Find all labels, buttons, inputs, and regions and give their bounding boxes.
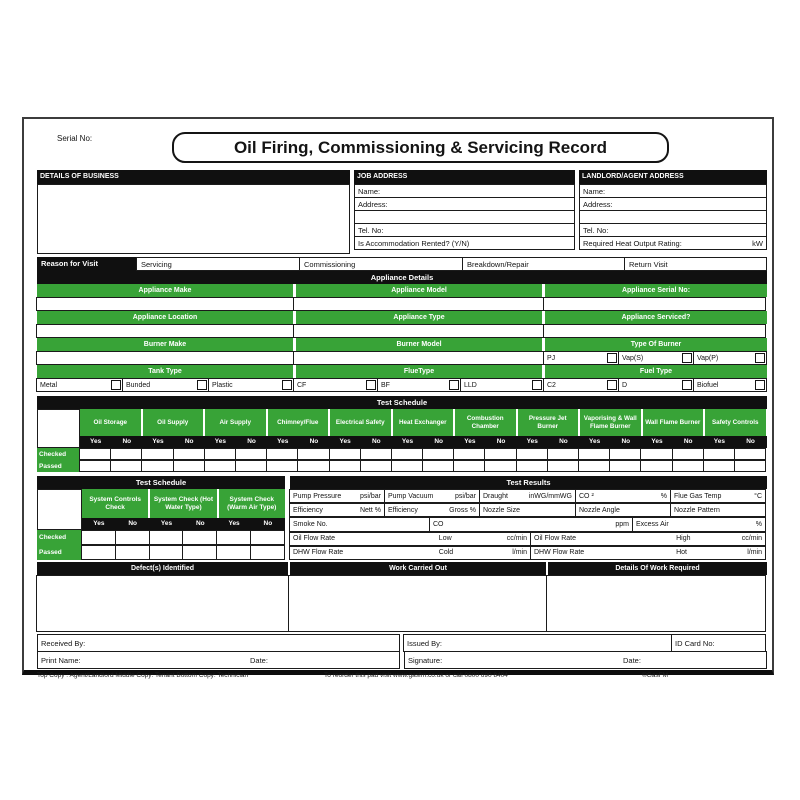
received-by-label: Received By:	[41, 638, 86, 648]
landlord-header: LANDLORD/AGENT ADDRESS	[579, 170, 767, 184]
reason-label: Reason for Visit	[37, 257, 137, 271]
oil-flow-label: Oil Flow Rate	[534, 535, 577, 543]
appliance-location-field[interactable]	[36, 324, 294, 338]
landlord-address-field[interactable]: Address:	[579, 197, 767, 211]
heat-output-unit: kW	[752, 238, 763, 248]
no-label: No	[434, 438, 443, 445]
plastic-label: Plastic	[212, 381, 233, 389]
ts1-cell[interactable]	[329, 448, 361, 460]
ts1-corner-cell	[37, 409, 80, 448]
work-required-header: Details Of Work Required	[548, 562, 767, 575]
ts1-cell[interactable]	[79, 460, 111, 472]
flue-cf[interactable]	[293, 378, 378, 392]
excess-air-label: Excess Air	[636, 520, 669, 528]
draught-label: Draught	[483, 492, 508, 500]
ts2-cell[interactable]	[81, 530, 116, 545]
ts1-cell[interactable]	[110, 448, 142, 460]
appliance-row1-fields	[37, 297, 767, 311]
unit-label: inWG/mmWG	[528, 492, 572, 500]
burner-model-field[interactable]	[293, 351, 544, 365]
ts2-column-headers	[82, 489, 285, 518]
col-air-supply: Air Supply	[205, 409, 266, 436]
ts1-cell[interactable]	[578, 448, 610, 460]
unit-label: Gross %	[449, 506, 476, 514]
yes-label: Yes	[160, 520, 173, 527]
yes-label: Yes	[93, 520, 105, 527]
nozzle-angle-field[interactable]	[575, 503, 671, 517]
dhw-flow-label: DHW Flow Rate	[534, 549, 585, 557]
received-block	[37, 634, 400, 669]
yes-label: Yes	[651, 438, 663, 445]
d-checkbox[interactable]	[682, 380, 692, 390]
landlord-column	[579, 184, 767, 254]
ts1-yesno-row	[80, 436, 767, 448]
bf-label: BF	[381, 381, 390, 389]
work-boxes	[37, 575, 767, 632]
metal-checkbox[interactable]	[111, 380, 121, 390]
appliance-details-header: Appliance Details	[37, 271, 767, 284]
col-pressure-jet: Pressure Jet Burner	[518, 409, 579, 436]
ts1-cell[interactable]	[360, 460, 392, 472]
ts2-corner-cell	[37, 489, 82, 530]
appliance-row2-headers	[37, 311, 767, 324]
flue-gas-temp-field[interactable]	[670, 489, 766, 503]
ts2-cell[interactable]	[250, 545, 285, 560]
ts1-cell[interactable]	[547, 448, 579, 460]
appliance-serial-header: Appliance Serial No:	[545, 284, 767, 297]
passed-label: Passed	[37, 545, 82, 560]
work-carried-header: Work Carried Out	[290, 562, 546, 575]
passed-label: Passed	[37, 460, 80, 472]
results-row-5	[290, 546, 767, 560]
oil-flow-label: Oil Flow Rate	[293, 535, 336, 543]
appliance-make-field[interactable]	[36, 297, 294, 311]
ts1-cell[interactable]	[547, 460, 579, 472]
ts1-cell[interactable]	[204, 448, 236, 460]
pump-vacuum-label: Pump Vacuum	[388, 492, 434, 500]
appliance-model-field[interactable]	[293, 297, 544, 311]
d-label: D	[622, 381, 628, 389]
id-card-label: ID Card No:	[675, 638, 715, 648]
ts2-cell[interactable]	[216, 530, 251, 545]
ts1-cell[interactable]	[609, 460, 641, 472]
issued-by-label: Issued By:	[407, 638, 443, 648]
defects-header: Defect(s) Identified	[37, 562, 288, 575]
appliance-make-header: Appliance Make	[37, 284, 293, 297]
yes-label: Yes	[89, 438, 102, 445]
lld-label: LLD	[464, 381, 477, 389]
co-field[interactable]	[429, 517, 633, 531]
landlord-name-field[interactable]: Name:	[579, 184, 767, 198]
lld-checkbox[interactable]	[532, 380, 542, 390]
ts2-cell[interactable]	[216, 545, 251, 560]
appliance-location-header: Appliance Location	[37, 311, 293, 324]
nozzle-angle-label: Nozzle Angle	[579, 506, 620, 514]
high-label: High	[676, 535, 691, 543]
ts1-cell[interactable]	[297, 448, 329, 460]
burner-option-vapp[interactable]	[693, 351, 767, 365]
pump-pressure-label: Pump Pressure	[293, 492, 342, 500]
ts1-cell[interactable]	[141, 448, 173, 460]
flue-gas-temp-label: Flue Gas Temp	[674, 492, 722, 500]
copy-distribution-note: Top Copy : Agent/Landlord Middle Copy: Tenant Bottom Copy: Technician	[37, 672, 249, 679]
bf-checkbox[interactable]	[449, 380, 459, 390]
footer	[37, 672, 767, 682]
ts1-cell[interactable]	[110, 460, 142, 472]
reason-servicing[interactable]: Servicing	[136, 257, 300, 271]
draught-field[interactable]	[479, 489, 576, 503]
metal-label: Metal	[40, 381, 58, 389]
fuel-biofuel[interactable]	[693, 378, 767, 392]
ts2-cell[interactable]	[149, 530, 184, 545]
job-address-column	[354, 184, 575, 254]
unit-label: cc/min	[741, 535, 762, 543]
ts1-cell[interactable]	[609, 448, 641, 460]
dhw-flow-cold-field[interactable]	[289, 546, 531, 560]
date-label: Date:	[250, 655, 268, 665]
results-row-1	[290, 489, 767, 503]
ts1-cell[interactable]	[734, 448, 766, 460]
print-name-field[interactable]	[37, 651, 400, 669]
burner-make-header: Burner Make	[37, 338, 293, 351]
col-wall-flame: Wall Flame Burner	[643, 409, 704, 436]
nozzle-size-field[interactable]	[479, 503, 576, 517]
appliance-serial-field[interactable]	[543, 297, 766, 311]
ts1-cell[interactable]	[422, 460, 454, 472]
col-heat-exchanger: Heat Exchanger	[393, 409, 454, 436]
efficiency-nett-field[interactable]	[289, 503, 385, 517]
col-combustion-chamber: Combustion Chamber	[455, 409, 516, 436]
ts1-cell[interactable]	[516, 460, 548, 472]
dhw-flow-label: DHW Flow Rate	[293, 549, 344, 557]
yes-label: Yes	[713, 438, 725, 445]
ts1-cell[interactable]	[640, 448, 672, 460]
signature-field[interactable]	[404, 651, 767, 669]
ts1-cell[interactable]	[79, 448, 111, 460]
unit-label: psi/bar	[359, 492, 381, 500]
col-system-hot-water: System Check (Hot Water Type)	[150, 489, 216, 518]
c2-checkbox[interactable]	[607, 380, 617, 390]
results-row-3	[290, 517, 767, 531]
burner-headers	[37, 338, 767, 351]
address-header-row	[37, 170, 767, 184]
test-schedule-header: Test Schedule	[37, 396, 767, 409]
ts2-cell[interactable]	[149, 545, 184, 560]
reason-row	[37, 257, 767, 271]
unit-label: cc/min	[506, 535, 527, 543]
ts1-cell[interactable]	[360, 448, 392, 460]
hot-label: Hot	[676, 549, 687, 557]
efficiency-label: Efficiency	[293, 506, 323, 514]
reason-breakdown[interactable]: Breakdown/Repair	[462, 257, 625, 271]
serial-no-label: Serial No:	[57, 134, 93, 143]
yes-label: Yes	[277, 438, 289, 445]
unit-label: °C	[754, 492, 762, 500]
co2-field[interactable]	[575, 489, 671, 503]
id-card-field[interactable]	[671, 634, 766, 652]
dhw-flow-hot-field[interactable]	[530, 546, 766, 560]
job-address2-field[interactable]	[354, 210, 575, 224]
heat-output-field[interactable]	[579, 236, 767, 250]
flue-type-header: FlueType	[296, 365, 542, 378]
landlord-address2-field[interactable]	[579, 210, 767, 224]
record-form	[22, 117, 774, 679]
unit-label: ppm	[615, 520, 629, 528]
ts1-cell[interactable]	[204, 460, 236, 472]
col-system-controls: System Controls Check	[82, 489, 148, 518]
cf-label: CF	[297, 381, 307, 389]
yes-label: Yes	[588, 438, 601, 445]
unit-label: psi/bar	[454, 492, 476, 500]
no-label: No	[371, 438, 381, 445]
ts1-cell[interactable]	[266, 448, 298, 460]
heat-output-label: Required Heat Output Rating:	[583, 238, 682, 248]
nozzle-pattern-field[interactable]	[670, 503, 766, 517]
tank-plastic[interactable]	[208, 378, 294, 392]
cf-checkbox[interactable]	[366, 380, 376, 390]
appliance-row2-fields	[37, 324, 767, 338]
cold-label: Cold	[438, 549, 454, 557]
fuel-type-header: Fuel Type	[545, 365, 767, 378]
yes-label: Yes	[339, 438, 351, 445]
vaps-checkbox[interactable]	[682, 353, 692, 363]
nozzle-pattern-label: Nozzle Pattern	[674, 506, 720, 514]
unit-label: Nett %	[359, 506, 381, 514]
col-oil-storage: Oil Storage	[80, 409, 141, 436]
no-label: No	[184, 438, 194, 445]
ts1-cell[interactable]	[734, 460, 766, 472]
unit-label: l/min	[747, 549, 762, 557]
business-details-box[interactable]	[37, 184, 350, 254]
col-electrical-safety: Electrical Safety	[330, 409, 391, 436]
ts1-cell[interactable]	[672, 460, 704, 472]
results-row-2	[290, 503, 767, 517]
ts1-cell[interactable]	[235, 460, 267, 472]
no-label: No	[263, 520, 273, 527]
ts1-column-headers	[80, 409, 767, 436]
no-label: No	[559, 438, 568, 445]
smoke-no-field[interactable]	[289, 517, 430, 531]
appliance-type-header: Appliance Type	[296, 311, 542, 324]
job-tel-field[interactable]: Tel. No:	[354, 223, 575, 237]
flue-bf[interactable]	[377, 378, 461, 392]
work-carried-box[interactable]	[288, 575, 547, 632]
burner-fields	[37, 351, 767, 365]
c2-label: C2	[547, 381, 556, 389]
reason-return-visit[interactable]: Return Visit	[624, 257, 767, 271]
burner-model-header: Burner Model	[296, 338, 542, 351]
ts2-cell[interactable]	[81, 545, 116, 560]
ts2-checked-row	[37, 530, 285, 545]
no-label: No	[683, 438, 693, 445]
address-body	[37, 184, 767, 254]
no-label: No	[122, 438, 132, 445]
ts1-cell[interactable]	[484, 448, 516, 460]
ts1-cell[interactable]	[173, 460, 205, 472]
col-oil-supply: Oil Supply	[143, 409, 204, 436]
col-chimney-flue: Chimney/Flue	[268, 409, 329, 436]
ts2-cell[interactable]	[182, 530, 217, 545]
oil-flow-low-field[interactable]	[289, 532, 531, 546]
burner-type-header: Type Of Burner	[545, 338, 767, 351]
col-system-warm-air: System Check (Warm Air Type)	[219, 489, 285, 518]
job-rented-field[interactable]: Is Accommodation Rented? (Y/N)	[354, 236, 575, 250]
ts2-cell[interactable]	[115, 530, 150, 545]
low-label: Low	[438, 535, 452, 543]
tank-flue-fuel-options	[37, 378, 767, 392]
oil-flow-high-field[interactable]	[530, 532, 766, 546]
unit-label: %	[660, 492, 667, 500]
results-row-4	[290, 532, 767, 546]
vapp-label: Vap(P)	[697, 354, 719, 362]
vapp-checkbox[interactable]	[755, 353, 765, 363]
unit-label: l/min	[512, 549, 527, 557]
defects-box[interactable]	[36, 575, 289, 632]
smoke-no-label: Smoke No.	[293, 520, 328, 528]
pump-pressure-field[interactable]	[289, 489, 385, 503]
reason-commissioning[interactable]: Commissioning	[299, 257, 463, 271]
appliance-type-field[interactable]	[293, 324, 544, 338]
ts1-cell[interactable]	[266, 460, 298, 472]
ts1-cell[interactable]	[391, 460, 423, 472]
checked-label: Checked	[37, 448, 80, 460]
ts1-cell[interactable]	[640, 460, 672, 472]
job-name-field[interactable]: Name:	[354, 184, 575, 198]
pump-vacuum-field[interactable]	[384, 489, 480, 503]
issued-by-field[interactable]	[403, 634, 672, 652]
unit-label: %	[755, 520, 762, 528]
ts1-cell[interactable]	[235, 448, 267, 460]
pj-label: PJ	[547, 354, 556, 362]
col-vaporising-wall: Vaporising & Wall Flame Burner	[580, 409, 641, 436]
efficiency-label: Efficiency	[388, 506, 418, 514]
appliance-serviced-header: Appliance Serviced?	[545, 311, 767, 324]
no-label: No	[309, 438, 319, 445]
ts1-cell[interactable]	[141, 460, 173, 472]
job-address-header: JOB ADDRESS	[354, 170, 575, 184]
no-label: No	[195, 520, 205, 527]
ts2-cell[interactable]	[182, 545, 217, 560]
fuel-c2[interactable]	[543, 378, 619, 392]
ts1-passed-row	[37, 460, 767, 472]
received-by-field[interactable]	[37, 634, 400, 652]
tank-bunded[interactable]	[122, 378, 209, 392]
ts1-cell[interactable]	[422, 448, 454, 460]
reorder-note: To reorder this pad visit www.gasfm.co.uk or call 0800 690 8404	[324, 672, 508, 679]
no-label: No	[128, 520, 138, 527]
biofuel-checkbox[interactable]	[755, 380, 765, 390]
plastic-checkbox[interactable]	[282, 380, 292, 390]
ts1-checked-row	[37, 448, 767, 460]
burner-option-pj[interactable]	[543, 351, 619, 365]
yes-label: Yes	[464, 438, 476, 445]
no-label: No	[247, 438, 256, 445]
nozzle-size-label: Nozzle Size	[483, 506, 520, 514]
fuel-d[interactable]	[618, 378, 694, 392]
ts2-header: Test Schedule	[37, 476, 285, 489]
yes-label: Yes	[152, 438, 164, 445]
ts1-cell[interactable]	[703, 460, 735, 472]
bunded-checkbox[interactable]	[197, 380, 207, 390]
tank-type-header: Tank Type	[37, 365, 293, 378]
no-label: No	[496, 438, 506, 445]
date-label: Date:	[623, 655, 641, 665]
job-address-field[interactable]: Address:	[354, 197, 575, 211]
ts1-cell[interactable]	[453, 448, 485, 460]
yes-label: Yes	[228, 520, 240, 527]
excess-air-field[interactable]	[632, 517, 766, 531]
landlord-tel-field[interactable]: Tel. No:	[579, 223, 767, 237]
ts1-cell[interactable]	[516, 448, 548, 460]
ts1-cell[interactable]	[672, 448, 704, 460]
vaps-label: Vap(S)	[622, 354, 644, 362]
tank-flue-fuel-headers	[37, 365, 767, 378]
appliance-model-header: Appliance Model	[296, 284, 542, 297]
no-label: No	[746, 438, 755, 445]
no-label: No	[621, 438, 631, 445]
ts2-cell[interactable]	[115, 545, 150, 560]
co2-label: CO ²	[579, 492, 594, 500]
work-headers	[37, 562, 767, 575]
yes-label: Yes	[401, 438, 414, 445]
ts1-cell[interactable]	[297, 460, 329, 472]
bunded-label: Bunded	[126, 381, 151, 389]
ts1-cell[interactable]	[173, 448, 205, 460]
col-safety-controls: Safety Controls	[705, 409, 766, 436]
test-results-header: Test Results	[290, 476, 767, 489]
biofuel-label: Biofuel	[697, 381, 719, 389]
issued-block	[404, 634, 767, 669]
appliance-row1-headers	[37, 284, 767, 297]
ts1-cell[interactable]	[453, 460, 485, 472]
efficiency-gross-field[interactable]	[384, 503, 480, 517]
checked-label: Checked	[37, 530, 82, 545]
business-header: DETAILS OF BUSINESS	[37, 170, 350, 184]
work-required-box[interactable]	[546, 575, 766, 632]
page-title: Oil Firing, Commissioning & Servicing Record	[172, 132, 669, 163]
appliance-serviced-field[interactable]	[543, 324, 766, 338]
signature-label: Signature:	[408, 655, 443, 665]
ts2-passed-row	[37, 545, 285, 560]
ts1-cell[interactable]	[329, 460, 361, 472]
ts1-cell[interactable]	[578, 460, 610, 472]
tank-metal[interactable]	[36, 378, 123, 392]
yes-label: Yes	[214, 438, 226, 445]
issued-row	[404, 634, 767, 652]
flue-lld[interactable]	[460, 378, 544, 392]
burner-make-field[interactable]	[36, 351, 294, 365]
ts1-cell[interactable]	[703, 448, 735, 460]
brand-note: ©GasFM	[642, 672, 669, 679]
co-label: CO	[433, 520, 444, 528]
ts2-yesno-row	[82, 518, 285, 530]
print-name-label: Print Name:	[41, 655, 81, 665]
pj-checkbox[interactable]	[607, 353, 617, 363]
ts1-cell[interactable]	[391, 448, 423, 460]
burner-option-vaps[interactable]	[618, 351, 694, 365]
yes-label: Yes	[526, 438, 538, 445]
ts2-cell[interactable]	[250, 530, 285, 545]
ts1-cell[interactable]	[484, 460, 516, 472]
